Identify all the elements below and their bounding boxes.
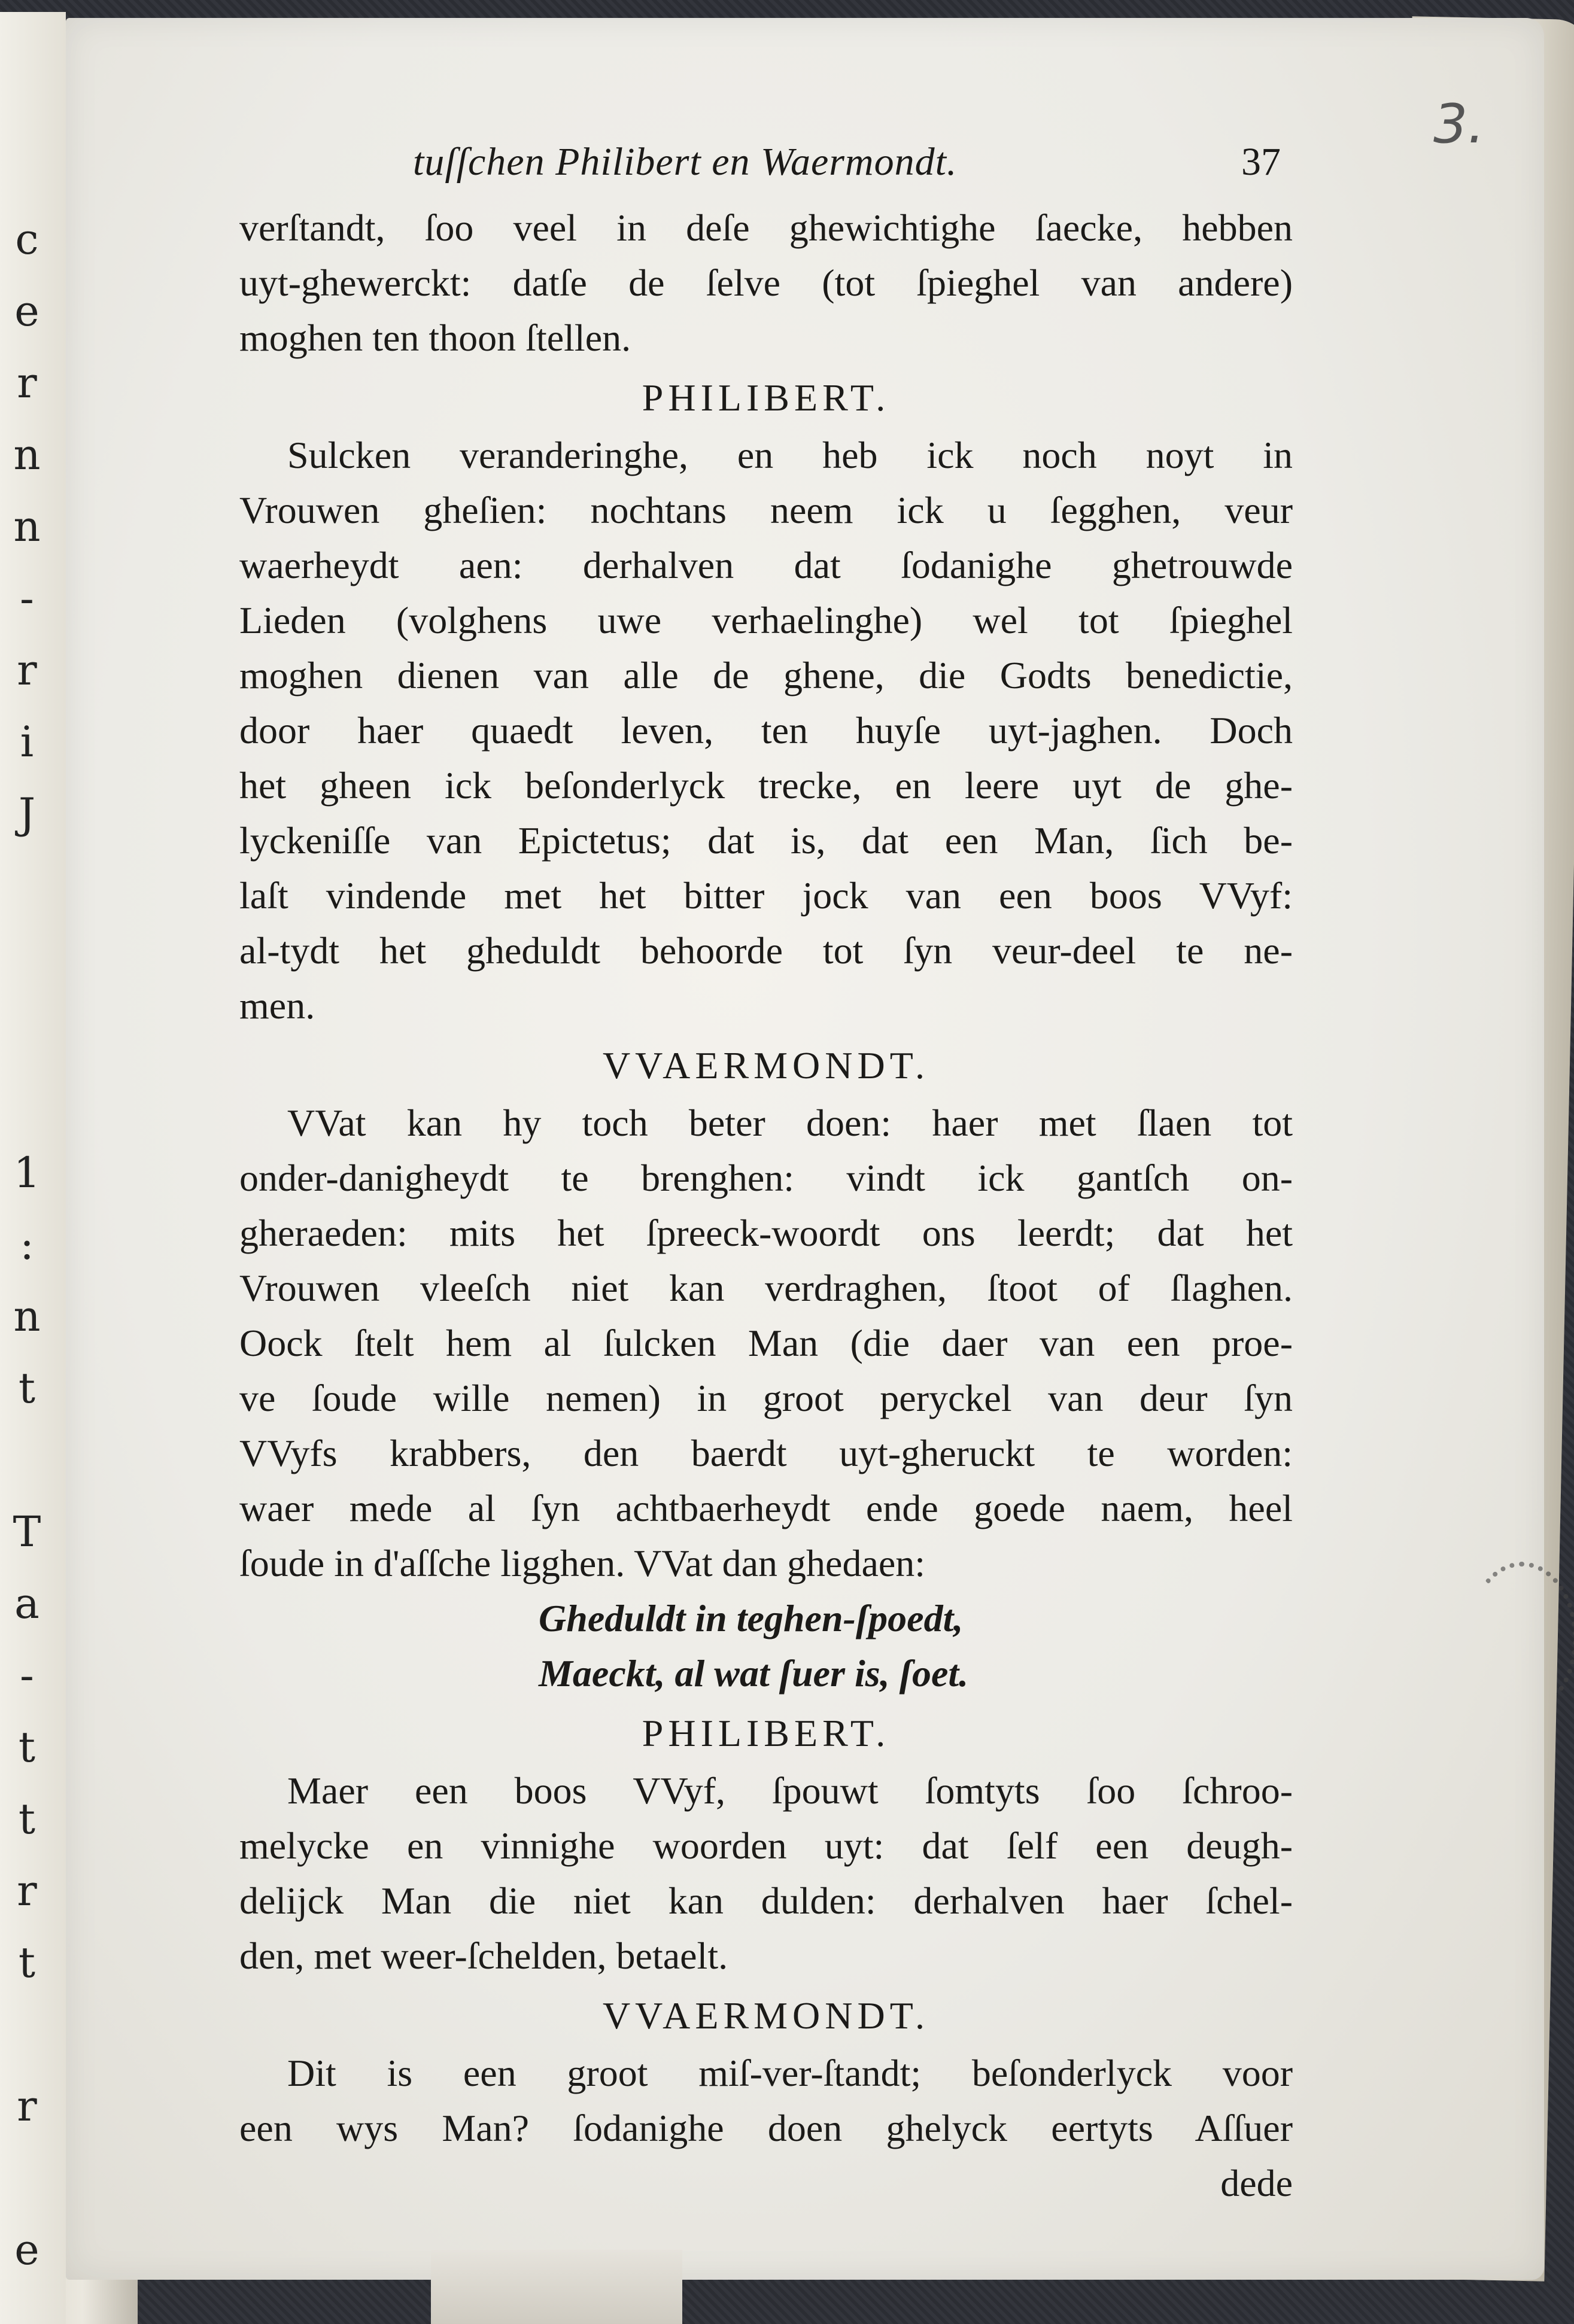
left-page-letter: c xyxy=(15,215,39,264)
text-line: den, met weer-ſchelden, betaelt. xyxy=(239,1934,728,1977)
left-page-letter: T xyxy=(13,1507,41,1556)
speech-block xyxy=(239,2046,1293,2211)
left-page-letter: J xyxy=(18,789,36,838)
text-line: gheraeden: mits het ſpreeck-woordt ons leerdt; dat het xyxy=(239,1212,1293,1254)
text-line: door haer quaedt leven, ten huyſe uyt-jaghen. Doch xyxy=(239,709,1293,752)
left-page-letter xyxy=(0,2142,54,2214)
left-page-letter: t xyxy=(18,1723,36,1772)
page-text xyxy=(239,135,1293,2211)
left-page-margin xyxy=(0,12,66,2324)
speech-block xyxy=(239,1096,1293,1701)
text-line: moghen dienen van alle de ghene, die Godts benedictie, xyxy=(239,654,1293,696)
left-page-letter: t xyxy=(18,1794,36,1844)
text-line: laſt vindende met het bitter jock van een boos VVyf: xyxy=(239,874,1293,917)
pencil-mark: 3. xyxy=(1433,93,1485,156)
catchword: dede xyxy=(1220,2162,1293,2204)
text-line: onder-danigheydt te brenghen: vindt ick gantſch on- xyxy=(239,1157,1293,1199)
text-line: lyckeniſſe van Epictetus; dat is, dat een Man, ſich be- xyxy=(239,819,1293,862)
left-page-letter xyxy=(0,1998,54,2070)
left-page-letter: r xyxy=(17,358,37,407)
text-line: waerheydt aen: derhalven dat ſodanighe ghetrouwde xyxy=(239,544,1293,586)
left-page-letter: n xyxy=(13,502,41,551)
text-line: Dit is een groot miſ-ver-ſtandt; beſonderlyck voor xyxy=(287,2052,1293,2094)
left-page-letter: e xyxy=(14,287,39,336)
left-page-letter: - xyxy=(20,574,34,623)
left-page-letter: i xyxy=(20,717,34,766)
text-line: VVat kan hy toch beter doen: haer met ſlaen tot xyxy=(287,1102,1293,1144)
ink-stain xyxy=(1466,1562,1574,1715)
speaker-heading: VVAERMONDT. xyxy=(602,1994,930,2037)
text-line: uyt-ghewerckt: datſe de ſelve (tot ſpieghel van andere) xyxy=(239,261,1293,304)
left-page-letter: r xyxy=(17,646,37,695)
left-page-letter: t xyxy=(18,1938,36,1987)
verse-line: Maeckt, al wat ſuer is, ſoet. xyxy=(539,1652,969,1695)
speech-block xyxy=(239,1763,1293,1984)
text-line: ve ſoude wille nemen) in groot peryckel van deur ſyn xyxy=(239,1377,1293,1419)
left-page-letter xyxy=(0,1424,54,1496)
left-page-letters xyxy=(0,203,54,2286)
speaker-heading: PHILIBERT. xyxy=(642,376,891,419)
left-page-letter: - xyxy=(20,1651,34,1700)
left-page-letter: r xyxy=(17,2082,37,2131)
left-page-letter: e xyxy=(14,2225,39,2274)
left-page-letter: n xyxy=(13,430,41,479)
book-page xyxy=(66,18,1544,2280)
left-page-letter xyxy=(0,921,54,993)
text-line: verſtandt, ſoo veel in deſe ghewichtighe ſaecke, hebben xyxy=(239,206,1293,249)
text-line: VVyfs krabbers, den baerdt uyt-gheruckt te worden: xyxy=(239,1432,1293,1474)
verse-line: Gheduldt in teghen-ſpoedt, xyxy=(539,1597,964,1639)
left-page-letter xyxy=(0,993,54,1065)
text-line: melycke en vinnighe woorden uyt: dat ſelf een deugh- xyxy=(239,1824,1293,1867)
speaker-heading: VVAERMONDT. xyxy=(602,1044,930,1087)
text-line: ſoude in d'aſſche ligghen. VVat dan ghedaen: xyxy=(239,1542,926,1584)
text-line: het gheen ick beſonderlyck trecke, en leere uyt de ghe- xyxy=(239,764,1293,807)
text-line: waer mede al ſyn achtbaerheydt ende goede naem, heel xyxy=(239,1487,1293,1529)
left-page-letter: r xyxy=(17,1866,37,1915)
text-line: delijck Man die niet kan dulden: derhalven haer ſchel- xyxy=(239,1879,1293,1922)
text-line: Oock ſtelt hem al ſulcken Man (die daer van een proe- xyxy=(239,1322,1293,1364)
left-page-letter xyxy=(0,850,54,921)
text-line: Vrouwen gheſien: nochtans neem ick u ſegghen, veur xyxy=(239,489,1293,531)
left-page-letter: t xyxy=(18,1364,36,1413)
left-page-letter: 1 xyxy=(13,1148,41,1197)
bottom-paper-tab xyxy=(431,2250,682,2324)
text-line: moghen ten thoon ſtellen. xyxy=(239,317,631,359)
text-line: al-tydt het gheduldt behoorde tot ſyn veur-deel te ne- xyxy=(239,929,1293,972)
left-page-letter: n xyxy=(13,1292,41,1341)
page-number: 37 xyxy=(1241,140,1281,184)
speaker-heading: PHILIBERT. xyxy=(642,1712,891,1754)
text-line: men. xyxy=(239,984,315,1027)
running-head: tuſſchen Philibert en Waermondt. xyxy=(413,140,958,184)
left-page-letter xyxy=(0,1065,54,1137)
left-page-letter: : xyxy=(20,1220,34,1269)
text-line: Vrouwen vleeſch niet kan verdraghen, ſtoot of ſlaghen. xyxy=(239,1267,1293,1309)
text-line: een wys Man? ſodanighe doen ghelyck eertyts Aſſuer xyxy=(239,2107,1293,2149)
left-page-letter: a xyxy=(14,1579,39,1628)
text-line: Lieden (volghens uwe verhaelinghe) wel tot ſpieghel xyxy=(239,599,1293,641)
text-line: Maer een boos VVyf, ſpouwt ſomtyts ſoo ſchroo- xyxy=(287,1769,1293,1812)
page-header xyxy=(239,135,1293,200)
speech-block xyxy=(239,428,1293,1033)
text-line: Sulcken veranderinghe, en heb ick noch noyt in xyxy=(287,434,1293,476)
intro-block xyxy=(239,200,1293,366)
